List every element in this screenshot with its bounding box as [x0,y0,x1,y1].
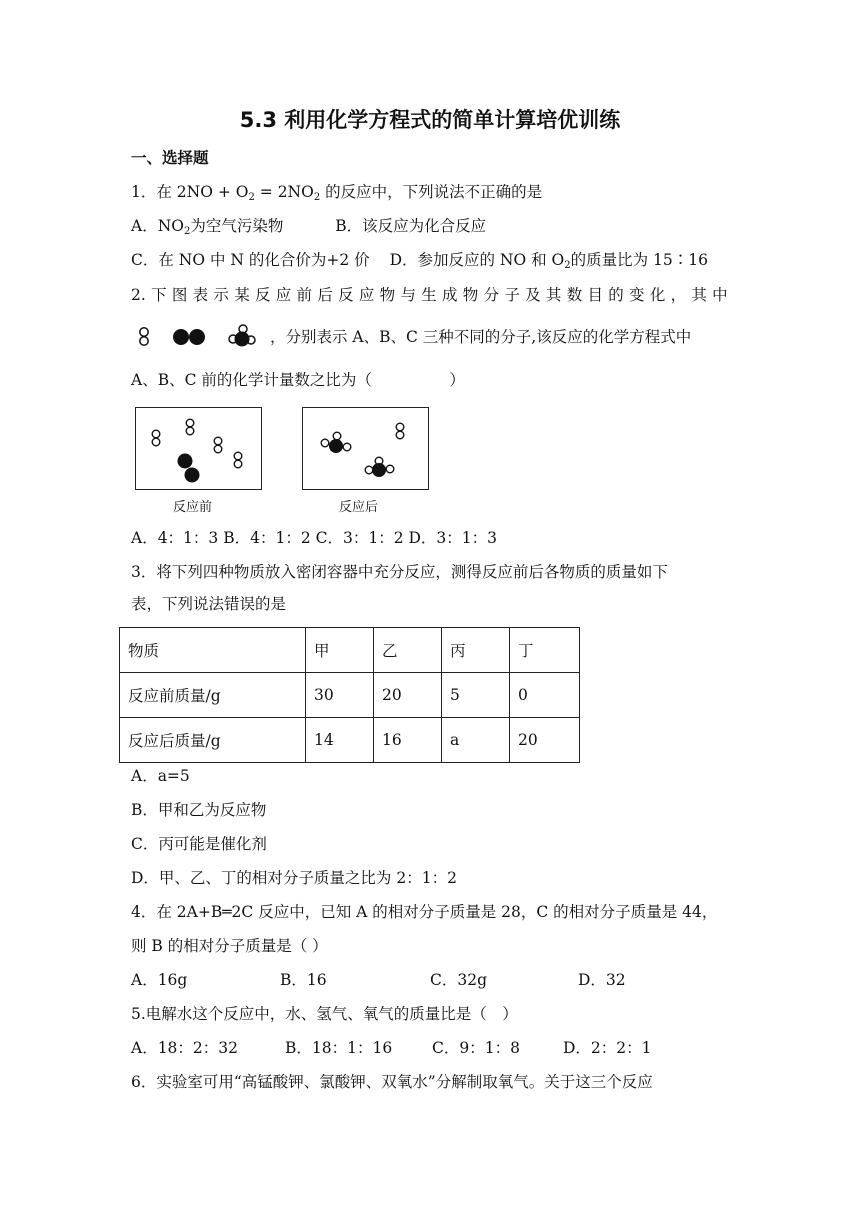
q3-option-b: B．甲和乙为反应物 [131,801,267,819]
q5-option-b: B．18：1：16 [285,1039,393,1057]
table-cell: 5 [442,673,510,718]
table-cell: 反应前质量/g [120,673,306,718]
q4-stem-line2: 则 B 的相对分子质量是（ ） [131,937,328,955]
q6-stem: 6．实验室可用“高锰酸钾、氯酸钾、双氧水”分解制取氧气。关于这三个反应 [131,1073,653,1091]
q5-option-d: D．2：2：1 [563,1039,652,1057]
q1-option-c: C．在 NO 中 N 的化合价为+2 价 [131,251,370,269]
molecule-legend-icons [131,322,271,352]
q3-stem-line2: 表，下列说法错误的是 [131,595,287,613]
document-title: 5.3 利用化学方程式的简单计算培优训练 [239,108,621,132]
q1-option-b: B．该反应为化合反应 [335,217,487,235]
q2-stem-line3: A、B、C 前的化学计量数之比为（ ） [131,371,465,389]
q4-option-c: C．32g [430,971,488,989]
q1-options-cd [131,249,708,277]
q3-option-a: A．a=5 [131,767,190,785]
table-cell: 0 [510,673,580,718]
molecule-c-icon [229,325,255,347]
q5-option-a: A．18：2：32 [131,1039,239,1057]
table-row [120,673,580,718]
q3-stem-line1: 3．将下列四种物质放入密闭容器中充分反应，测得反应前后各物质的质量如下 [131,563,668,581]
q1-option-a: A．$NO_2$为空气污染物 [131,217,284,237]
q2-options: A．4：1：3 B．4：1：2 C．3：1：2 D．3：1：3 [131,529,497,547]
table-cell: 甲 [306,628,374,673]
table-cell: 30 [306,673,374,718]
table-cell: 丁 [510,628,580,673]
q4-option-a: A．16g [131,971,188,989]
table-row [120,718,580,763]
after-reaction-box [302,407,429,490]
table-cell: 16 [374,718,442,763]
after-reaction-molecules [303,408,428,489]
q2-stem-line1: 2. 下 图 表 示 某 反 应 前 后 反 应 物 与 生 成 物 分 子 及 其 数 目 的 变 化 ， 其 中 [131,286,728,304]
q3-option-c: C．丙可能是催化剂 [131,835,267,853]
table-cell: 乙 [374,628,442,673]
table-cell: 14 [306,718,374,763]
table-cell: 物质 [120,628,306,673]
q4-option-b: B．16 [280,971,327,989]
mass-table [119,627,580,763]
q1-option-d: D．参加反应的 NO 和 $O_2$的质量比为 15∶16 [389,251,708,271]
section-heading: 一、选择题 [131,149,209,167]
q1-options-ab [131,215,486,243]
q4-stem-line1: 4．在 2A+B═2C 反应中，已知 A 的相对分子质量是 28，C 的相对分子质量是 44， [131,903,718,921]
before-reaction-label: 反应前 [173,500,213,515]
table-cell: a [442,718,510,763]
molecule-b-icon [173,329,205,345]
before-reaction-box [135,407,262,490]
q2-stem-line2: ，分别表示 A、B、C 三种不同的分子,该反应的化学方程式中 [270,328,692,346]
after-reaction-label: 反应后 [339,500,379,515]
table-cell: 20 [510,718,580,763]
q5-option-c: C．9：1：8 [432,1039,520,1057]
molecule-a-icon [140,328,148,345]
q1-stem: 1．在 $2NO + O_2 = 2NO_2$ 的反应中，下列说法不正确的是 [131,183,543,203]
table-row [120,628,580,673]
q1-equation: $2NO + O_2 = 2NO_2$ [176,183,321,203]
before-reaction-molecules [136,408,261,489]
q3-option-d: D．甲、乙、丁的相对分子质量之比为 2：1：2 [131,869,457,887]
table-cell: 丙 [442,628,510,673]
table-cell: 20 [374,673,442,718]
q4-option-d: D．32 [578,971,626,989]
table-cell: 反应后质量/g [120,718,306,763]
q5-stem: 5.电解水这个反应中，水、氢气、氧气的质量比是（ ） [131,1005,518,1023]
